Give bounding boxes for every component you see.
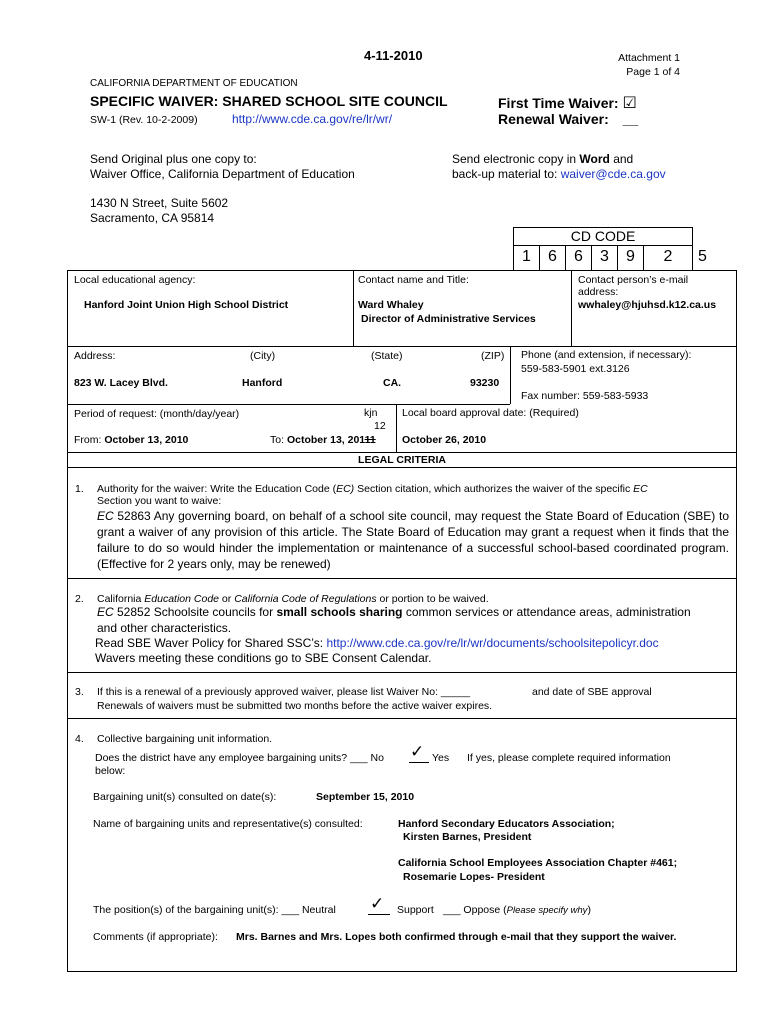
section4-heading: Collective bargaining unit information. [97, 733, 273, 745]
to-date-strike: 11 [364, 434, 376, 446]
phone-value[interactable]: 559-583-5901 ext.3126 [521, 363, 630, 375]
form-number: SW-1 (Rev. 10-2-2009) [90, 114, 198, 126]
section2-body-line2: and other characteristics. [97, 621, 232, 635]
section1-body-text: 52863 Any governing board, on behalf of a school site council, may request the State Board of Education (SBE) to grant a waiver of any provision of this article. The State Board of Education may grant a request when it finds that the failure to do so would hinder the implementation or maintenance of a successful school-based coordinated program. (Effective for 2 years only, may be renewed) [97, 509, 729, 571]
renewal-blank[interactable]: __ [622, 111, 639, 127]
attachment-label: Attachment 1 [618, 52, 680, 64]
send-original-line2: Waiver Office, California Department of Education [90, 167, 355, 181]
section1-ec2: EC [633, 483, 648, 495]
position-oppose [443, 904, 591, 916]
zip-value[interactable]: 93230 [470, 377, 500, 389]
consulted-date-value[interactable]: September 15, 2010 [316, 791, 415, 803]
lea-value[interactable]: Hanford Joint Union High School District [84, 299, 289, 311]
section1-number: 1. [75, 483, 84, 495]
section2-line1-mid: or [219, 593, 235, 605]
first-time-waiver [498, 93, 637, 112]
section2-line1-post: or portion to be waived. [376, 593, 489, 605]
comments-label: Comments (if appropriate): [93, 931, 218, 943]
send-electronic-post: and [609, 152, 634, 166]
position-label: The position(s) of the bargaining unit(s): ___ Neutral [93, 904, 336, 916]
zip-label: (ZIP) [481, 350, 505, 362]
unit2-name[interactable]: California School Employees Association Chapter #461; [398, 857, 678, 869]
cd-code-digit: 6 [565, 246, 591, 270]
section1-body-ec: EC [97, 509, 114, 523]
mailing-address-line2: Sacramento, CA 95814 [90, 211, 215, 225]
word-format: Word [579, 152, 610, 166]
cd-code-digit: 3 [591, 246, 617, 270]
board-approval-date[interactable]: October 26, 2010 [402, 434, 487, 446]
unit1-representative[interactable]: Kirsten Barnes, President [403, 831, 532, 843]
first-time-checkbox[interactable]: ☑ [622, 93, 637, 112]
section2-consent: Wavers meeting these conditions go to SBE Consent Calendar. [95, 651, 432, 665]
phone-label: Phone (and extension, if necessary): [521, 349, 692, 361]
to-label: To: [270, 434, 287, 446]
from-label: From: [74, 434, 105, 446]
street-value[interactable]: 823 W. Lacey Blvd. [74, 377, 168, 389]
position-support-label: Support [397, 904, 434, 916]
department-name: CALIFORNIA DEPARTMENT OF EDUCATION [90, 78, 298, 89]
section1-body[interactable] [97, 508, 729, 572]
mailing-address-line1: 1430 N Street, Suite 5602 [90, 196, 229, 210]
cd-code-digit: 9 [617, 246, 643, 270]
contact-email[interactable]: wwhaley@hjuhsd.k12.ca.us [578, 299, 717, 311]
renewal-label: Renewal Waiver: [498, 111, 609, 127]
waiver-url-link[interactable]: http://www.cde.ca.gov/re/lr/wr/ [232, 112, 393, 126]
email-label-2: address: [578, 286, 619, 298]
city-value[interactable]: Hanford [242, 377, 283, 389]
form-title: SPECIFIC WAIVER: SHARED SCHOOL SITE COUNCIL [90, 93, 448, 109]
contact-label: Contact name and Title: [358, 274, 469, 286]
section1-line2: Section you want to waive: [97, 495, 222, 507]
unit1-name[interactable]: Hanford Secondary Educators Association; [398, 818, 615, 830]
position-close: ) [587, 904, 591, 916]
section2-ccr: California Code of Regulations [234, 593, 377, 605]
units-consulted-label: Name of bargaining units and representative(s) consulted: [93, 818, 363, 830]
section1-line1 [97, 483, 648, 495]
renewal-waiver [498, 111, 638, 127]
section2-body-bold: small schools sharing [276, 605, 403, 619]
section1-line1-post: Section citation, which authorizes the waiver of the specific [354, 483, 634, 495]
first-time-label: First Time Waiver: [498, 95, 619, 111]
page-indicator: Page 1 of 4 [626, 66, 680, 78]
support-check-icon[interactable]: ✓ [370, 894, 385, 914]
section1-line1-pre: Authority for the waiver: Write the Education Code ( [97, 483, 337, 495]
section4-number: 4. [75, 733, 84, 745]
cd-code-label: CD CODE [513, 227, 693, 245]
section3-line1: If this is a renewal of a previously approved waiver, please list Waiver No: _____ [97, 686, 471, 698]
bargaining-followup: If yes, please complete required information [467, 752, 671, 764]
email-label: Contact person’s e-mail [578, 274, 689, 286]
cd-code-digit: 1 [513, 246, 539, 270]
bargaining-yes-label: Yes [432, 752, 450, 764]
city-label: (City) [250, 350, 276, 362]
unit2-representative[interactable]: Rosemarie Lopes- President [403, 871, 545, 883]
section3-line1-post: and date of SBE approval [532, 686, 652, 698]
period-note-2: 12 [374, 420, 386, 432]
comments-value[interactable]: Mrs. Barnes and Mrs. Lopes both confirmed through e-mail that they support the waiver. [236, 931, 677, 943]
period-note-1: kjn [364, 407, 378, 419]
policy-url-link[interactable]: http://www.cde.ca.gov/re/lr/wr/documents/schoolsitepolicyr.doc [326, 636, 659, 650]
position-specify: Please specify why [506, 905, 588, 916]
section2-policy-pre: Read SBE Waver Policy for Shared SSC’s: [95, 636, 327, 650]
yes-check-icon[interactable]: ✓ [410, 742, 425, 762]
section2-body-post: common services or attendance areas, administration [402, 605, 691, 619]
section2-education-code: Education Code [144, 593, 220, 605]
state-value[interactable]: CA. [383, 377, 402, 389]
period-to [270, 434, 376, 446]
cd-code-digit: 2 [643, 246, 693, 270]
contact-name[interactable]: Ward Whaley [358, 299, 424, 311]
send-electronic-pre: Send electronic copy in [452, 152, 580, 166]
waiver-email-link[interactable]: waiver@cde.ca.gov [560, 167, 666, 181]
cd-code-digit: 5 [698, 248, 707, 265]
consulted-date-label: Bargaining unit(s) consulted on date(s): [93, 791, 277, 803]
from-date[interactable]: October 13, 2010 [104, 434, 189, 446]
board-approval-label: Local board approval date: (Required) [402, 407, 579, 419]
to-date[interactable]: October 13, 201 [286, 434, 365, 446]
section2-line1-pre: California [97, 593, 145, 605]
send-electronic-line1 [452, 152, 633, 166]
send-electronic-line2 [452, 167, 666, 181]
section1-ec: EC) [336, 483, 355, 495]
section2-number: 2. [75, 593, 84, 605]
section2-body-pre: 52852 Schoolsite councils for [113, 605, 277, 619]
send-original-line1: Send Original plus one copy to: [90, 152, 257, 166]
legal-criteria-heading: LEGAL CRITERIA [358, 454, 446, 466]
lea-label: Local educational agency: [74, 274, 196, 286]
position-oppose-label: ___ Oppose ( [443, 904, 507, 916]
period-from [74, 434, 188, 446]
section2-policy [95, 636, 659, 650]
bargaining-below: below: [95, 765, 126, 777]
address-label: Address: [74, 350, 116, 362]
section3-number: 3. [75, 686, 84, 698]
section2-body-ec: EC [97, 605, 114, 619]
document-date: 4-11-2010 [364, 48, 423, 63]
section2-line1 [97, 593, 489, 605]
section3-line2: Renewals of waivers must be submitted two months before the active waiver expires. [97, 700, 493, 712]
period-label: Period of request: (month/day/year) [74, 408, 240, 420]
fax-number[interactable]: Fax number: 559-583-5933 [521, 390, 649, 402]
send-electronic-line2-pre: back-up material to: [452, 167, 561, 181]
section2-body[interactable] [97, 605, 691, 619]
cd-code-digit: 6 [539, 246, 565, 270]
contact-title[interactable]: Director of Administrative Services [361, 313, 536, 325]
bargaining-units-question: Does the district have any employee bargaining units? ___ No [95, 752, 384, 764]
state-label: (State) [371, 350, 403, 362]
